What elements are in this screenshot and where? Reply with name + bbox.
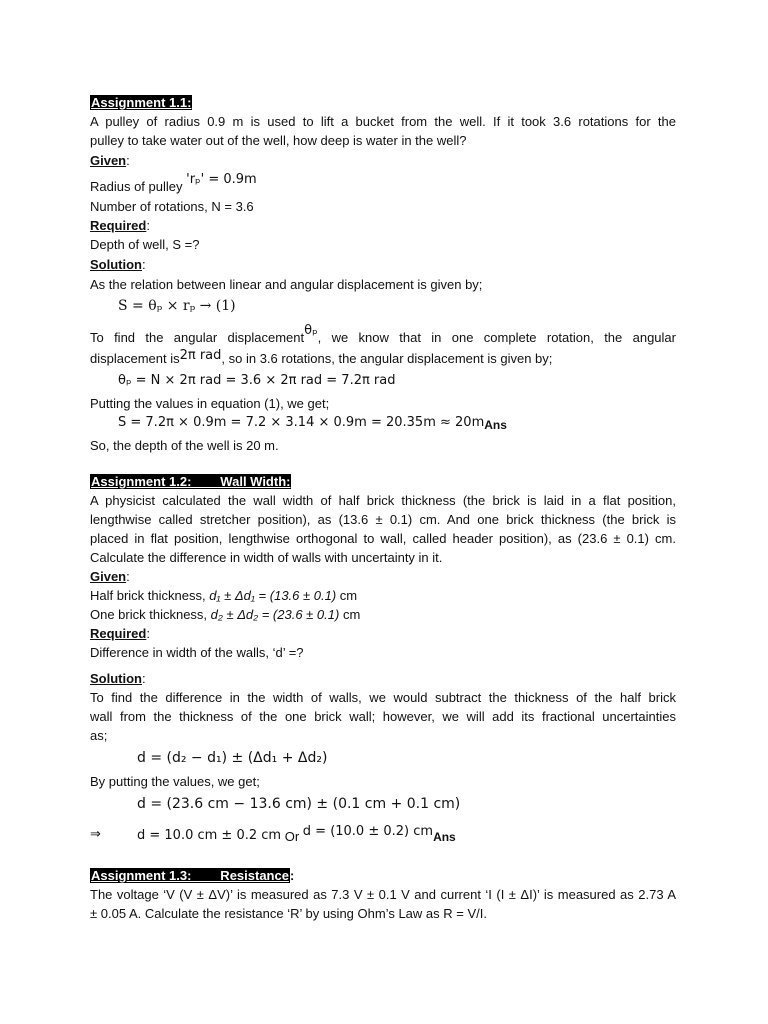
a2-solution-label: Solution: — [90, 671, 146, 686]
a1-given-label: Given: — [90, 153, 130, 168]
a1-putting-line: Putting the values in equation (1), we get; — [90, 396, 330, 411]
a1-find-line: To find the angular displacementθₚ, we know that in one complete rotation, the angular — [90, 323, 676, 345]
a2-equation-1: d = (d₂ − d₁) ± (Δd₁ + Δd₂) — [137, 750, 328, 766]
a1-displacement-line: displacement is2π rad, so in 3.6 rotations, the angular displacement is given by; — [90, 348, 553, 366]
a3-paragraph-line-2: ± 0.05 A. Calculate the resistance ‘R’ by using Ohm’s Law as R = V/I. — [90, 906, 487, 921]
a1-question-line-1: A pulley of radius 0.9 m is used to lift a bucket from the well. If it took 3.6 rotations for the — [90, 114, 676, 129]
a2-equation-3: d = 10.0 cm ± 0.2 cm Or d = (10.0 ± 0.2) cmAns — [137, 824, 456, 844]
a1-required-label: Required: — [90, 218, 150, 233]
a1-radius-line: Radius of pulley 'rₚ' = 0.9m — [90, 172, 257, 194]
a1-conclusion: So, the depth of the well is 20 m. — [90, 438, 279, 453]
a1-relation-line: As the relation between linear and angular displacement is given by; — [90, 277, 483, 292]
a1-equation-1: S = θₚ × rₚ → (1) — [118, 298, 236, 314]
a2-equation-2: d = (23.6 cm − 13.6 cm) ± (0.1 cm + 0.1 cm) — [137, 796, 461, 812]
a2-paragraph-line-2: lengthwise called stretcher position), as (13.6 ± 0.1) cm. And one brick thickness (the brick is — [90, 512, 676, 527]
assignment-1-2-heading: Assignment 1.2: Wall Width: — [91, 474, 291, 489]
a2-half-brick-line: Half brick thickness, d₁ ± Δd₁ = (13.6 ± 0.1) cm — [90, 588, 358, 603]
a1-equation-2: θₚ = N × 2π rad = 3.6 × 2π rad = 7.2π rad — [118, 373, 396, 388]
a2-paragraph-line-1: A physicist calculated the wall width of half brick thickness (the brick is laid in a flat position, — [90, 493, 676, 508]
a1-rotations-line: Number of rotations, N = 3.6 — [90, 199, 254, 214]
a1-solution-label: Solution: — [90, 257, 146, 272]
a2-paragraph-line-3: placed in flat position, lengthwise orthogonal to wall, called header position), as (23.6 ± 0.1) cm. — [90, 531, 676, 546]
a2-paragraph-line-4: Calculate the difference in width of walls with uncertainty in it. — [90, 550, 443, 565]
implies-arrow: ⇒ — [90, 827, 101, 842]
a1-equation-3: S = 7.2π × 0.9m = 7.2 × 3.14 × 0.9m = 20.35m ≈ 20mAns — [118, 415, 507, 432]
a2-solution-line-2: wall from the thickness of the one brick wall; however, we will add its fractional uncertainties — [90, 709, 676, 724]
a2-solution-line-1: To find the difference in the width of walls, we would subtract the thickness of the half brick — [90, 690, 676, 705]
a2-given-label: Given: — [90, 569, 130, 584]
a2-one-brick-line: One brick thickness, d₂ ± Δd₂ = (23.6 ± 0.1) cm — [90, 607, 361, 622]
a1-question-line-2: pulley to take water out of the well, how deep is water in the well? — [90, 133, 467, 148]
a2-solution-line-3: as; — [90, 728, 108, 743]
a3-paragraph-line-1: The voltage ‘V (V ± ΔV)’ is measured as 7.3 V ± 0.1 V and current ‘I (I ± ΔI)’ is measured as 2.73 A — [90, 887, 676, 902]
assignment-1-3-heading: Assignment 1.3: Resistance: — [91, 868, 295, 883]
a2-required-label: Required: — [90, 626, 150, 641]
assignment-1-1-heading: Assignment 1.1: — [91, 95, 192, 110]
a2-putting-line: By putting the values, we get; — [90, 774, 260, 789]
a1-depth-line: Depth of well, S =? — [90, 237, 200, 252]
a2-difference-line: Difference in width of the walls, ‘d’ =? — [90, 645, 304, 660]
